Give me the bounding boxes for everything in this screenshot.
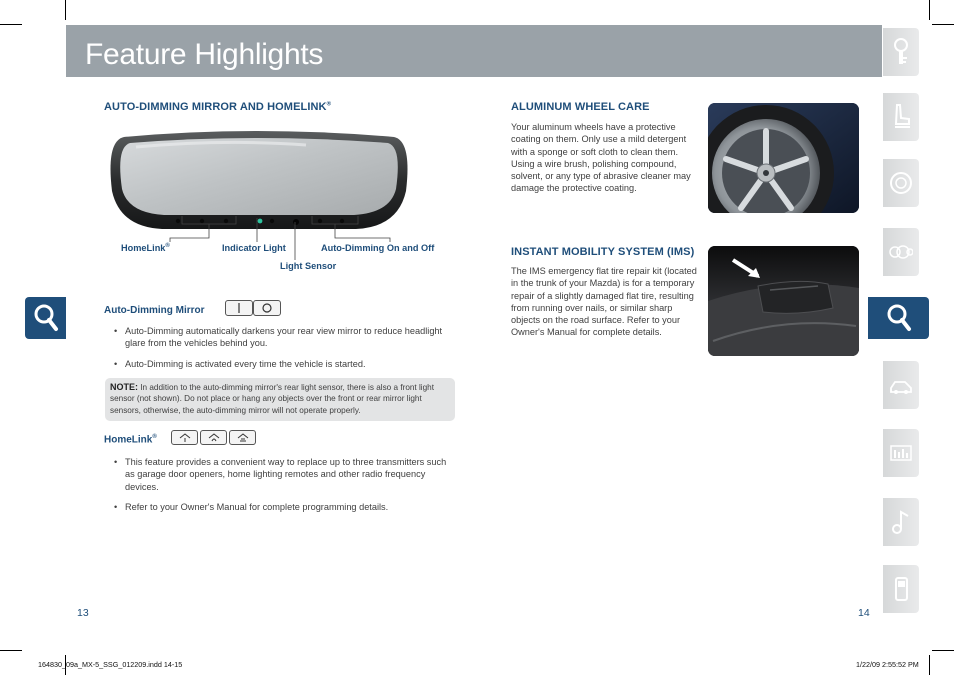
wheel-photo [708,103,859,213]
homelink-heading: HomeLink® [104,434,157,446]
file-slug: 164830_09a_MX-5_SSG_012209.indd 14-15 [38,660,183,669]
audio-equalizer-icon [889,438,913,468]
list-item: • Auto-Dimming automatically darkens your rear view mirror to reduce headlight glare from the vehicles behind you. [104,325,454,350]
note-label: NOTE: [110,382,138,392]
crop-mark [929,0,930,20]
crop-mark [0,24,22,25]
auto-dimming-callout-label: Auto-Dimming On and Off [321,243,435,253]
title-bar [66,25,882,77]
key-icon [889,37,913,67]
list-item: • Refer to your Owner's Manual for complete programming details. [104,501,454,513]
wheel-care-text: Your aluminum wheels have a protective coating on them. Only use a mild detergent with a sponge or soft cloth to clean them. Using a wire brush, polishing compound, solvent, or any type of abrasive cleaner may damage the protective coating. [511,122,691,194]
circle-icon [261,302,273,314]
crop-mark [929,655,930,675]
music-note-icon [889,507,913,537]
ims-text: The IMS emergency flat tire repair kit (located in the trunk of your Mazda) is for a temporary repair of a slightly damaged flat tire, resulting from running over nails, or similar sharp objects on the road surface. Refer to your Owner's Manual for complete details. [511,266,697,338]
auto-dimming-on-button-icon [253,300,281,316]
date-slug: 1/22/09 2:55:52 PM [856,660,919,669]
wheel-care-heading: ALUMINUM WHEEL CARE [511,101,650,113]
homelink-bullets [104,456,454,521]
alloy-wheel-image [708,103,859,213]
note-text: In addition to the auto-dimming mirror's rear light sensor, there is also a front light sensor (not shown). Do not place or hang any objects over the front or rear mirror light sensors, otherwise, the auto-dimming mirror will not operate properly. [110,383,434,415]
car-crash-icon [889,370,913,400]
ims-heading: INSTANT MOBILITY SYSTEM (IMS) [511,246,695,258]
right-page-number: 14 [858,607,870,619]
list-item: • Auto-Dimming is activated every time the vehicle is started. [104,358,454,370]
crop-mark [932,650,954,651]
tab-steering[interactable] [883,159,919,207]
magnifier-icon [31,302,61,334]
phone-icon [889,574,913,604]
homelink-button-3-icon [229,430,256,445]
auto-dimming-off-button-icon [225,300,253,316]
line-icon [234,302,244,314]
crop-mark [932,24,954,25]
tab-car[interactable] [883,361,919,409]
trunk-ims-kit-image [708,246,859,356]
left-page-number: 13 [77,607,89,619]
tab-phone[interactable] [883,565,919,613]
magnifier-tab-right[interactable] [868,297,929,339]
note-box [105,378,455,421]
garage-3-icon [236,433,250,443]
light-sensor-label: Light Sensor [280,261,337,271]
page-title: Feature Highlights [85,38,324,71]
trunk-photo [708,246,859,356]
garage-1-icon [178,433,192,443]
homelink-callout-label: HomeLink® [121,243,170,254]
indicator-light-label: Indicator Light [222,243,286,253]
steering-wheel-icon [889,168,913,198]
seat-icon [889,102,913,132]
tab-seat[interactable] [883,93,919,141]
magnifier-icon [884,302,914,334]
tab-music[interactable] [883,498,919,546]
homelink-button-2-icon [200,430,227,445]
tab-audio[interactable] [883,429,919,477]
tab-key[interactable] [883,28,919,76]
crop-mark [0,650,22,651]
list-item: • This feature provides a convenient way to replace up to three transmitters such as garage door openers, home lighting remotes and other radio frequency devices. [104,456,454,493]
auto-dimming-bullets [104,325,454,378]
auto-dimming-heading: Auto-Dimming Mirror [104,305,205,316]
magnifier-tab-left[interactable] [25,297,66,339]
garage-2-icon [207,433,221,443]
mirror-section-heading: AUTO-DIMMING MIRROR AND HOMELINK® [104,101,332,113]
crop-mark [65,0,66,20]
homelink-button-1-icon [171,430,198,445]
tab-gauges[interactable] [883,228,919,276]
gauges-icon [889,237,913,267]
